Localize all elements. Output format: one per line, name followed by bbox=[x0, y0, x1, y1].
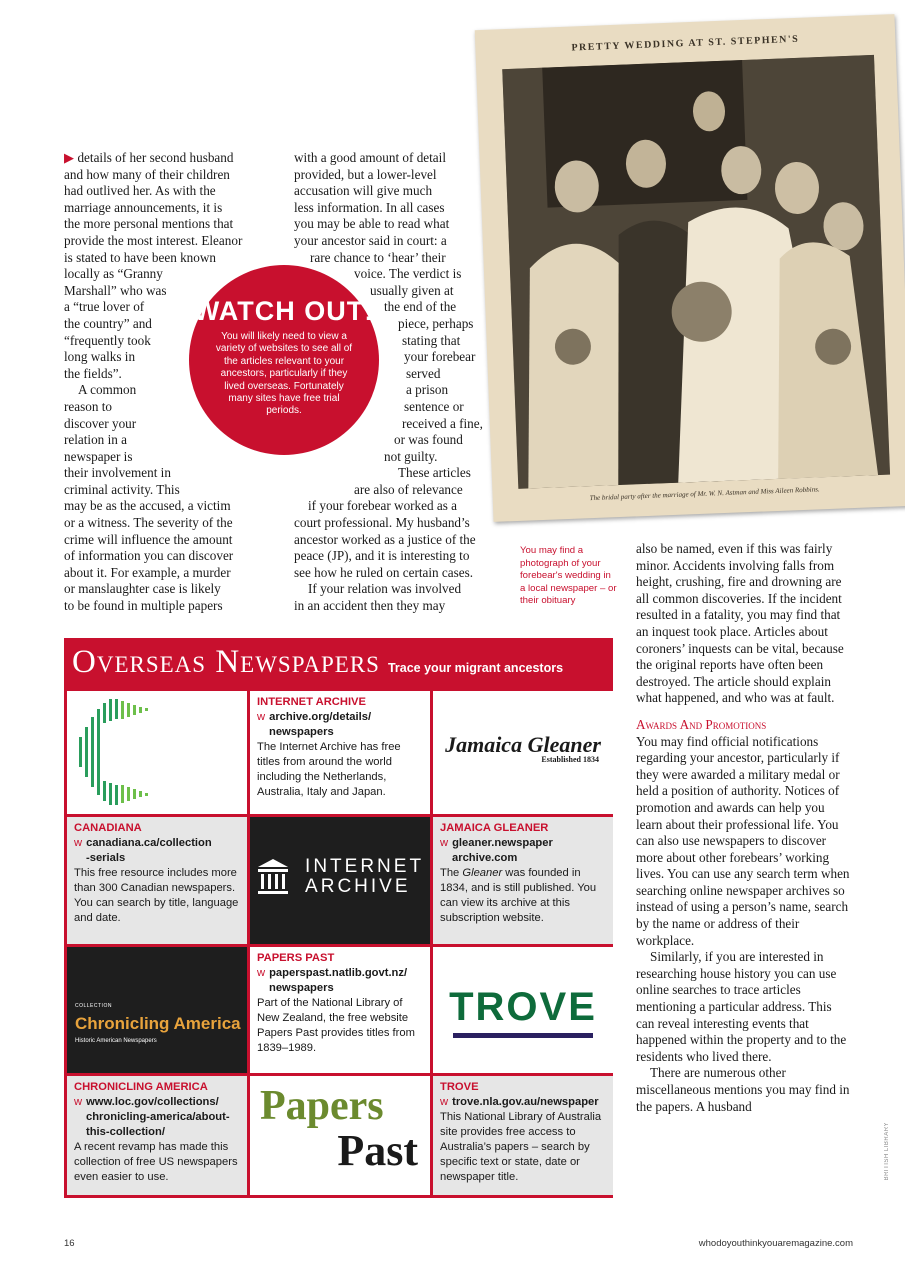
text-line: ancestor worked as a justice of the bbox=[294, 531, 476, 547]
photo-credit: BRITISH LIBRARY bbox=[884, 1122, 890, 1181]
text-line: less information. In all cases bbox=[294, 199, 445, 215]
text-line: A common bbox=[78, 382, 137, 398]
text-line: or manslaughter case is likely bbox=[64, 581, 221, 597]
trove-info bbox=[433, 1076, 613, 1195]
text-line: about it. For example, a murder bbox=[64, 564, 231, 580]
text-line: the end of the bbox=[384, 299, 457, 315]
text-line: the country” and bbox=[64, 315, 152, 331]
text-line: details of her second husband bbox=[77, 150, 234, 165]
source-heading: PAPERS PAST bbox=[257, 952, 335, 964]
canadiana-info bbox=[67, 817, 247, 944]
watch-out-title: WATCH OUT! bbox=[193, 296, 375, 326]
canadiana-logo-cell bbox=[67, 691, 247, 814]
page-number: 16 bbox=[64, 1238, 75, 1249]
text-line: reason to bbox=[64, 398, 112, 414]
text-line: criminal activity. This bbox=[64, 481, 180, 497]
body-column-3 bbox=[636, 541, 852, 1115]
web-label: w bbox=[257, 967, 266, 979]
text-line: or a witness. The severity of the bbox=[64, 515, 233, 531]
source-url[interactable]: archive.org/details/ bbox=[269, 711, 372, 723]
text-line: in an accident then they may bbox=[294, 598, 446, 614]
text-line: usually given at bbox=[370, 282, 454, 298]
ia-logo-line2: ARCHIVE bbox=[305, 876, 411, 897]
source-url-cont[interactable]: -serials bbox=[86, 852, 126, 864]
text-line: not guilty. bbox=[384, 448, 438, 464]
source-url[interactable]: canadiana.ca/collection bbox=[86, 837, 212, 849]
source-description: This National Library of Australia site provides free access to Australia’s papers – search by specific text or state, date or newspaper title. bbox=[440, 1111, 602, 1183]
source-url-cont[interactable]: newspapers bbox=[269, 982, 334, 994]
photo-side-caption: You may find a photograph of your forebear's wedding in a local newspaper – or their obituary bbox=[520, 545, 617, 606]
text-line: rare chance to ‘hear’ their bbox=[310, 249, 446, 265]
text-line: served bbox=[406, 365, 441, 381]
internet-archive-logo-cell bbox=[250, 817, 430, 944]
jamaica-gleaner-info bbox=[433, 817, 613, 944]
paragraph: also be named, even if this was fairly minor. Accidents involving falls from height, crushing, fire and drowning are all common discoveries. If the incident resulted in a fatality, you may find that an inquest took place. Articles about coroners’ inquests can be vital, because the original reports have often been destroyed. The article should explain what happened, and who was at fault. bbox=[636, 541, 844, 706]
text-line: These articles bbox=[398, 465, 471, 481]
pp-logo-line2: Past bbox=[337, 1126, 418, 1175]
web-label: w bbox=[440, 837, 449, 849]
jamaica-gleaner-logo-cell bbox=[433, 691, 613, 814]
text-line: voice. The verdict is bbox=[354, 266, 462, 282]
pp-logo-line1: Papers bbox=[260, 1083, 384, 1129]
text-line: the fields”. bbox=[64, 365, 122, 381]
text-line: a “true lover of bbox=[64, 299, 145, 315]
text-line: may be as the accused, a victim bbox=[64, 498, 231, 514]
text-line: and how many of their children bbox=[64, 166, 230, 182]
text-line: of information you can discover bbox=[64, 548, 234, 564]
source-heading: CHRONICLING AMERICA bbox=[74, 1081, 208, 1093]
source-url-cont[interactable]: chronicling-america/about-this-collection/ bbox=[86, 1111, 230, 1138]
ca-logo-sub: Historic American Newspapers bbox=[75, 1038, 157, 1044]
gleaner-logo-sub: Established 1834 bbox=[541, 755, 599, 764]
text-line: peace (JP), and it is interesting to bbox=[294, 548, 470, 564]
source-heading: INTERNET ARCHIVE bbox=[257, 696, 366, 708]
text-line: received a fine, bbox=[402, 415, 483, 431]
trove-logo-cell bbox=[433, 947, 613, 1073]
web-label: w bbox=[257, 711, 266, 723]
text-line: marriage announcements, it is bbox=[64, 199, 223, 215]
arrow-right-icon: ▶ bbox=[64, 150, 78, 165]
source-description: The Internet Archive has free titles from around the world including the Netherlands, Australia, Italy and Japan. bbox=[257, 741, 401, 798]
ca-logo-small: COLLECTION bbox=[75, 1003, 112, 1009]
web-label: w bbox=[74, 1096, 83, 1108]
source-heading: JAMAICA GLEANER bbox=[440, 822, 549, 834]
text-line: you may be able to read what bbox=[294, 216, 450, 232]
web-label: w bbox=[440, 1096, 449, 1108]
footer-website[interactable]: whodoyouthinkyouaremagazine.com bbox=[698, 1238, 853, 1249]
source-url[interactable]: gleaner.newspaper bbox=[452, 837, 553, 849]
text-line: relation in a bbox=[64, 432, 127, 448]
canadiana-logo-icon bbox=[75, 697, 185, 807]
source-url[interactable]: trove.nla.gov.au/newspaper bbox=[452, 1096, 599, 1108]
gleaner-logo-text: Jamaica Gleaner bbox=[445, 732, 601, 757]
source-url-cont[interactable]: newspapers bbox=[269, 726, 334, 738]
source-description: This free resource includes more than 300 Canadian newspapers. You can search by title, language and date. bbox=[74, 867, 239, 924]
text-line: long walks in bbox=[64, 349, 136, 365]
paragraph: Similarly, if you are interested in researching house history you can use online searches to trace articles mentioning a particular address. This can reveal interesting events that happened within the property and to the residents who lived there. bbox=[636, 949, 847, 1064]
text-line: stating that bbox=[402, 332, 461, 348]
text-line: see how he ruled on certain cases. bbox=[294, 564, 474, 580]
watch-out-body: You will likely need to view a variety of websites to see all of the articles relevant to your ancestors, particularly if they lived overseas. Fortunately many sites have free trial periods. bbox=[215, 331, 353, 417]
text-line: the more personal mentions that bbox=[64, 216, 234, 232]
chronicling-america-info bbox=[67, 1076, 247, 1195]
text-line: with a good amount of detail bbox=[294, 150, 446, 165]
text-line: your forebear bbox=[404, 349, 476, 365]
photo-title: PRETTY WEDDING AT ST. STEPHEN'S bbox=[571, 33, 800, 54]
ca-logo-main: Chronicling America bbox=[75, 1014, 241, 1033]
source-heading: CANADIANA bbox=[74, 822, 142, 834]
text-line: newspaper is bbox=[64, 448, 133, 464]
text-line: a prison bbox=[406, 382, 449, 398]
wedding-photo bbox=[475, 14, 905, 522]
text-line: If your relation was involved bbox=[308, 581, 462, 597]
overseas-newspapers-box bbox=[64, 638, 613, 1198]
text-line: “frequently took bbox=[64, 332, 151, 348]
source-heading: TROVE bbox=[440, 1081, 479, 1093]
jamaica-gleaner-logo bbox=[433, 732, 613, 767]
source-url[interactable]: paperspast.natlib.govt.nz/ bbox=[269, 967, 408, 979]
text-line: are also of relevance bbox=[354, 481, 463, 497]
text-line: their involvement in bbox=[64, 465, 171, 481]
wedding-party-illustration bbox=[502, 55, 890, 489]
text-line: Marshall” who was bbox=[64, 282, 167, 298]
wedding-photo-image bbox=[502, 55, 890, 489]
text-line: crime will influence the amount bbox=[64, 531, 233, 547]
box-title: Overseas Newspapers bbox=[72, 644, 380, 680]
source-description: The Gleaner was founded in 1834, and is still published. You can view its archive at this subscription website. bbox=[440, 867, 597, 924]
text-line: had outlived her. As with the bbox=[64, 183, 216, 199]
text-line: sentence or bbox=[404, 398, 464, 414]
temple-icon bbox=[256, 859, 290, 895]
text-line: is stated to have been known bbox=[64, 249, 216, 265]
text-line: piece, perhaps bbox=[398, 315, 474, 331]
text-line: provide the most interest. Eleanor bbox=[64, 232, 243, 248]
text-line: locally as “Granny bbox=[64, 266, 163, 282]
watch-out-callout bbox=[189, 265, 379, 455]
text-line: accusation will give much bbox=[294, 183, 433, 199]
source-description: Part of the National Library of New Zealand, the free website Papers Past provides titles from 1839–1989. bbox=[257, 997, 415, 1054]
papers-past-logo bbox=[250, 1084, 430, 1174]
photo-caption: The bridal party after the marriage of Mr. W. N. Astman and Miss Aileen Robbins. bbox=[589, 485, 820, 503]
paragraph: There are numerous other miscellaneous mentions you may find in the papers. A husband bbox=[636, 1065, 850, 1114]
text-line: if your forebear worked as a bbox=[308, 498, 458, 514]
text-line: your ancestor said in court: a bbox=[294, 232, 447, 248]
papers-past-logo-cell bbox=[250, 1076, 430, 1195]
web-label: w bbox=[74, 837, 83, 849]
section-subhead: Awards And Promotions bbox=[636, 716, 767, 732]
trove-logo-text: TROVE bbox=[449, 985, 597, 1029]
trove-logo bbox=[433, 987, 613, 1038]
ia-logo-line1: INTERNET bbox=[305, 856, 425, 877]
chronicling-america-logo-cell bbox=[67, 947, 247, 1073]
papers-past-info bbox=[250, 947, 430, 1073]
text-line: discover your bbox=[64, 415, 137, 431]
internet-archive-logo bbox=[250, 857, 430, 897]
paragraph: You may find official notifications regarding your ancestor, particularly if they were awarded a military medal or held a position of authority. Notices of promotion and awards can help you learn about their professional life. You can also use newspapers to discover more about other forebears’ working lives. You can use any search term when searching online newspaper archives so instead of using a person’s name, search by the name or address of their workplace. bbox=[636, 733, 850, 948]
text-line: to be found in multiple papers bbox=[64, 598, 223, 614]
box-header bbox=[72, 644, 563, 688]
text-line: provided, but a lower-level bbox=[294, 166, 437, 182]
text-line: court professional. My husband’s bbox=[294, 515, 470, 531]
internet-archive-info bbox=[250, 691, 430, 814]
chronicling-america-logo bbox=[75, 999, 241, 1049]
source-url-cont[interactable]: archive.com bbox=[452, 852, 518, 864]
text-line: or was found bbox=[394, 432, 463, 448]
source-description: A recent revamp has made this collection of free US newspapers even easier to use. bbox=[74, 1141, 238, 1183]
box-subtitle: Trace your migrant ancestors bbox=[387, 661, 564, 675]
trove-logo-bar bbox=[453, 1033, 593, 1038]
source-url[interactable]: www.loc.gov/collections/ bbox=[86, 1096, 219, 1108]
